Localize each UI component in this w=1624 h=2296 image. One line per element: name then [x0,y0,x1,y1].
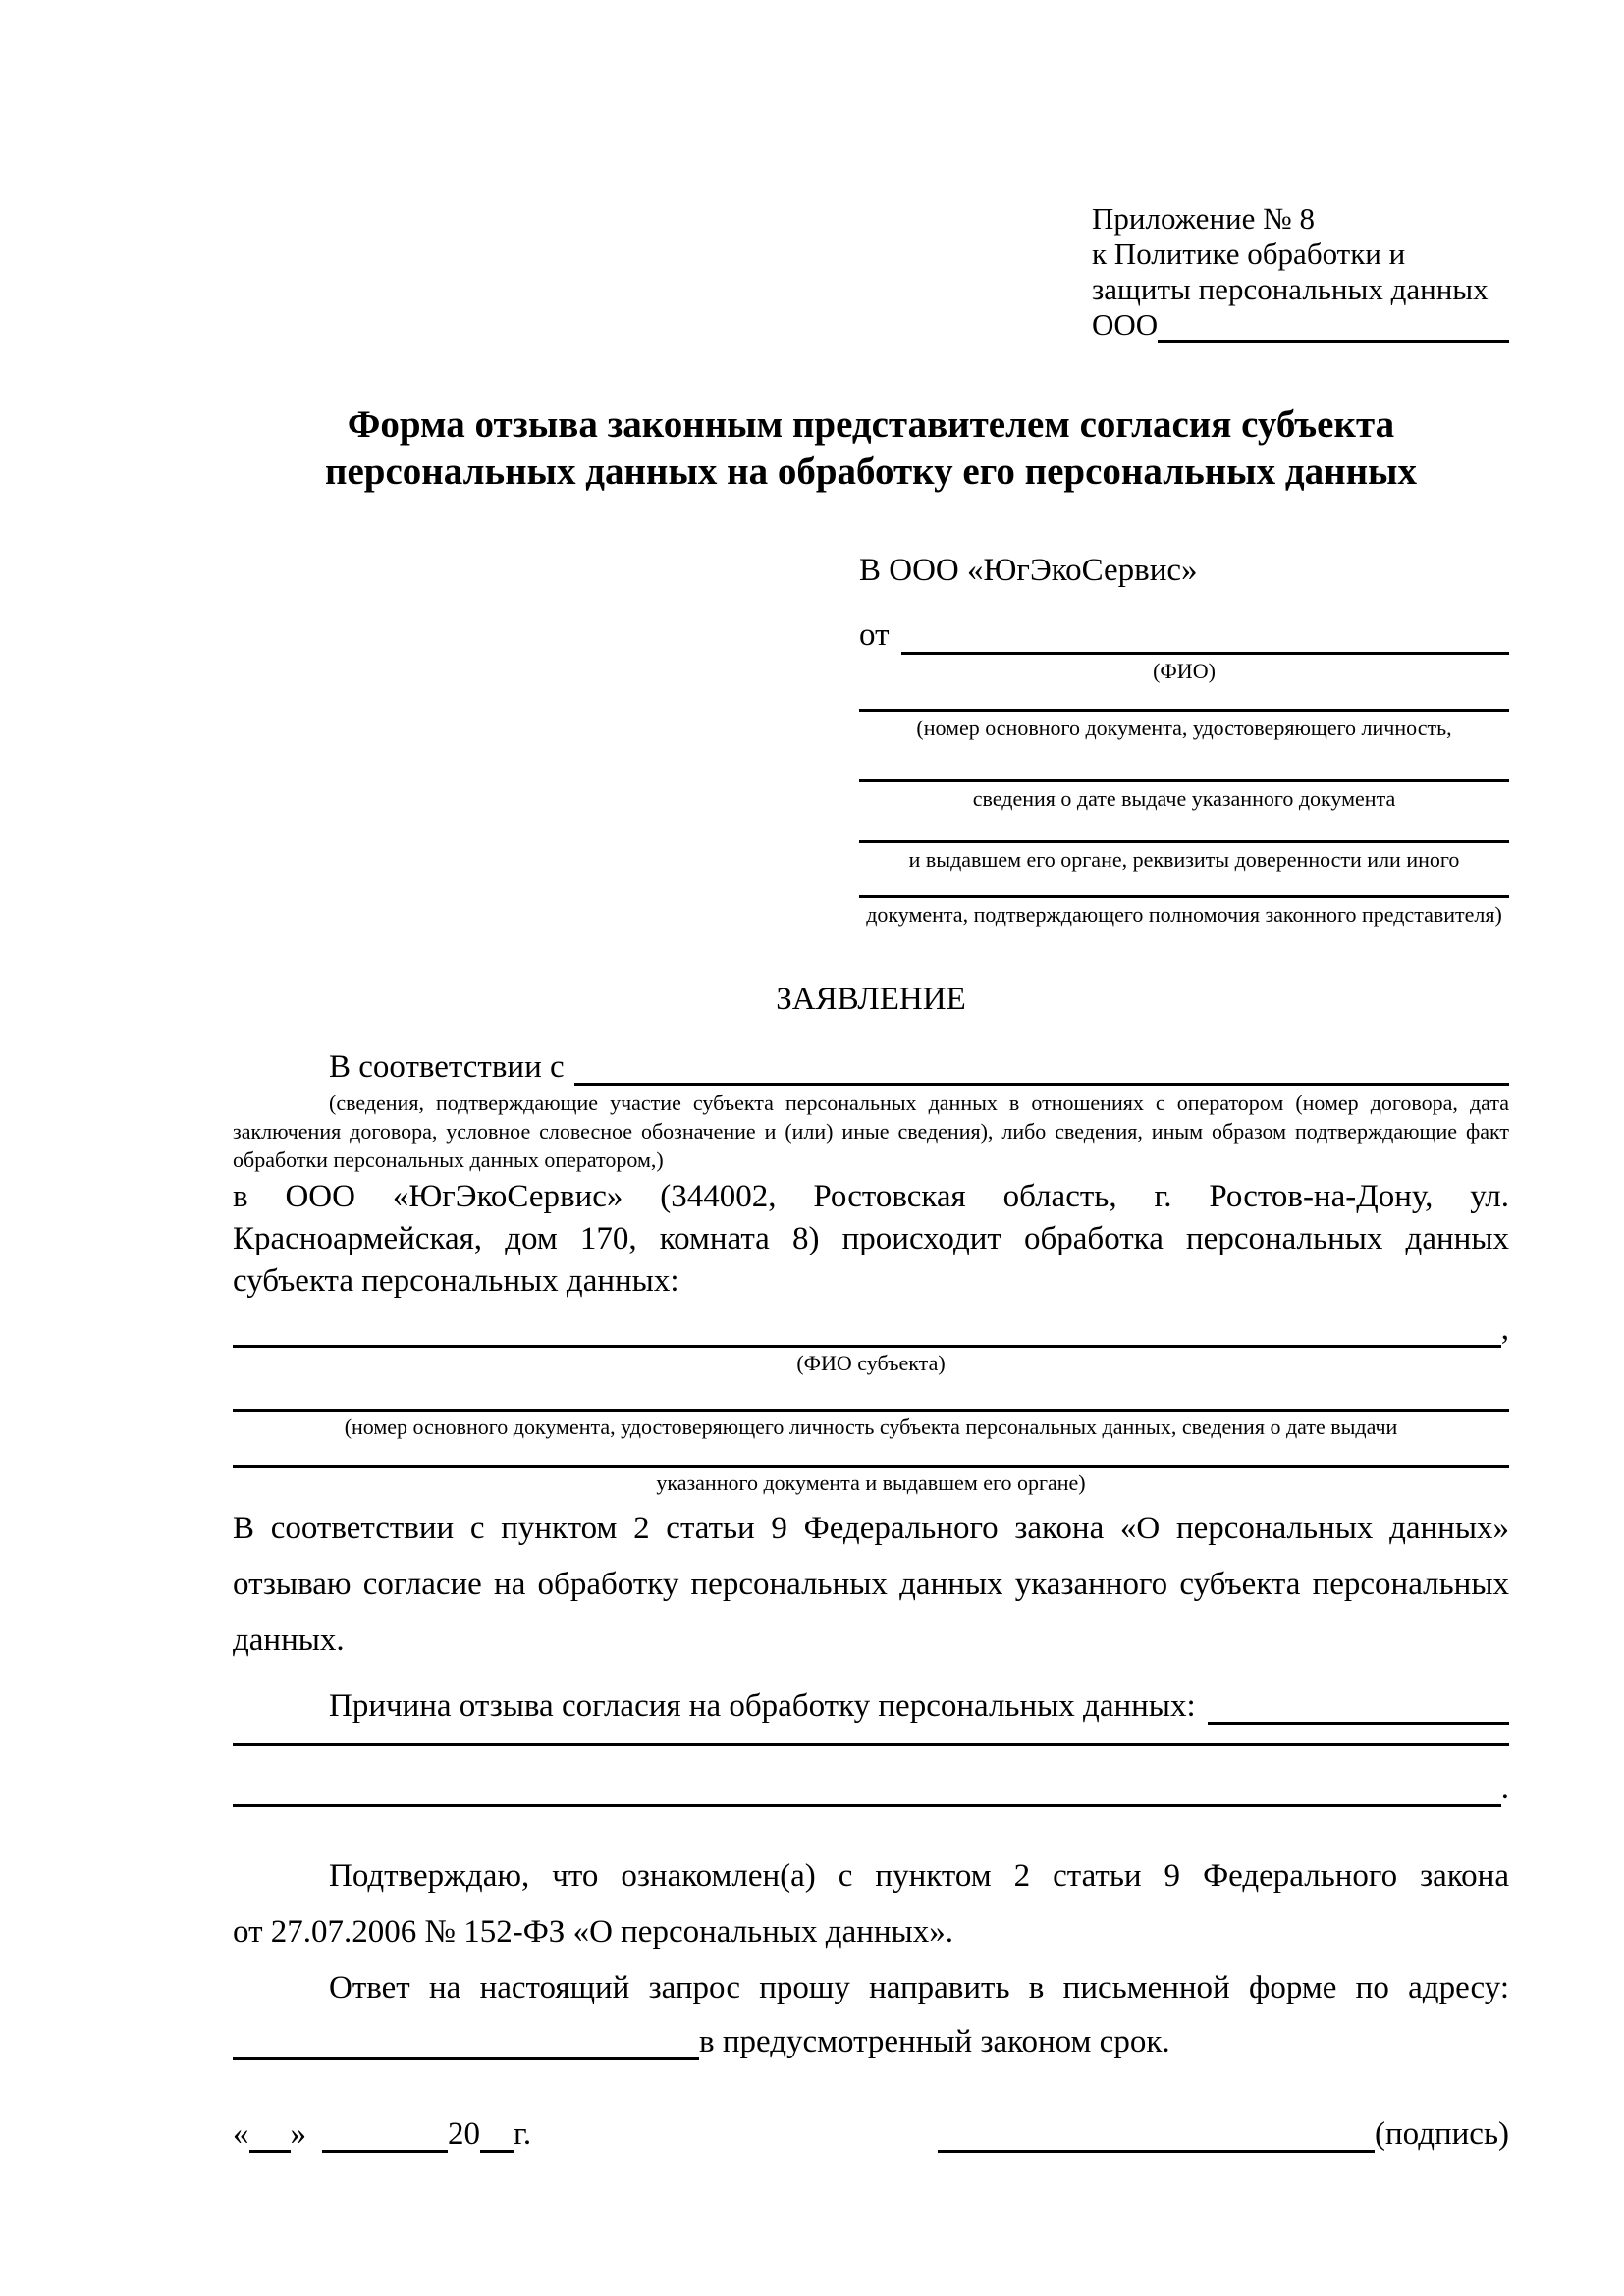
reply-paragraph-line: Ответ на настоящий запрос прошу направить в письменной форме по адресу: [329,1970,1509,2005]
year-suffix: г. [514,2116,532,2152]
company-name-blank [1158,337,1509,343]
subject-doc-line [233,1409,1509,1412]
annex-note-line: Приложение № 8 [1092,201,1315,236]
basis-caption-line: обработки персональных данных оператором,) [233,1148,664,1172]
basis-blank [574,1080,1509,1086]
signature-caption: (подпись) [1375,2116,1509,2152]
company-name-field [1092,307,1509,343]
representative-doc-line [859,895,1509,898]
reason-blank [1208,1719,1509,1725]
annex-note-line: защиты персональных данных [1092,272,1489,306]
addressee-to: В ООО «ЮгЭкоСервис» [859,553,1198,588]
quote-close: » [290,2116,306,2152]
representative-doc-caption: и выдавшем его органе, реквизиты доверенности или иного [908,847,1460,872]
subject-fio-field [233,1303,1509,1348]
subject-fio-caption: (ФИО субъекта) [796,1351,946,1375]
date-month-blank [322,2110,448,2153]
reason-blank-line [233,1743,1509,1746]
confirm-paragraph [233,1848,1509,1960]
withdrawal-paragraph-line: отзываю согласие на обработку персональных данных указанного субъекта персональных [233,1567,1509,1602]
date-field [233,2110,531,2153]
statement-heading: ЗАЯВЛЕНИЕ [776,982,966,1017]
operator-paragraph-line: в ООО «ЮгЭкоСервис» (344002, Ростовская область, г. Ростов-на-Дону, ул. [233,1179,1509,1214]
reason-period: . [1500,1771,1509,1806]
representative-doc-line [859,840,1509,843]
reason-blank [233,1801,1501,1807]
fio-caption: (ФИО) [1153,659,1216,683]
representative-doc-caption: (номер основного документа, удостоверяющего личность, [916,716,1452,740]
operator-paragraph [233,1176,1509,1303]
from-label: от [859,617,890,653]
date-year-blank [480,2110,514,2153]
signature-blank [938,2110,1375,2153]
reply-paragraph [233,1960,1509,2016]
subject-fio-blank [233,1342,1501,1348]
confirm-paragraph-line: от 27.07.2006 № 152-ФЗ «О персональных данных». [233,1914,953,1949]
company-prefix: ООО [1092,307,1159,342]
quote-open: « [233,2116,249,2152]
annex-note [1092,0,1509,343]
year-prefix: 20 [448,2116,480,2152]
subject-doc-line [233,1465,1509,1468]
subject-fio-suffix: , [1500,1311,1509,1347]
representative-doc-caption: документа, подтверждающего полномочия законного представителя) [866,902,1502,927]
reason-field [233,1669,1509,1725]
basis-field [233,1041,1509,1086]
from-blank [901,649,1510,655]
representative-doc-line [859,709,1509,712]
date-day-blank [249,2110,291,2153]
addressee-block [859,551,1509,929]
from-field [859,610,1509,655]
reply-address-blank [233,2055,699,2060]
basis-caption-line: заключения договора, условное словесное обозначение и (или) иные сведения), либо сведения, иным образом подтверждающие факт [233,1119,1509,1144]
confirm-paragraph-line: Подтверждаю, что ознакомлен(а) с пунктом 2 статьи 9 Федерального закона [329,1858,1509,1894]
footer-row [233,2111,1509,2153]
subject-doc-caption: (номер основного документа, удостоверяющего личность субъекта персональных данных, сведения о дате выдачи [344,1415,1398,1439]
reply-paragraph-suffix: в предусмотренный законом срок. [699,2024,1170,2059]
representative-doc-line [859,779,1509,782]
operator-paragraph-line: Красноармейская, дом 170, комната 8) происходит обработка персональных данных [233,1221,1509,1256]
operator-paragraph-line: субъекта персональных данных: [233,1263,679,1299]
reply-address-field [233,2016,1509,2060]
withdrawal-paragraph [233,1501,1509,1669]
withdrawal-paragraph-line: В соответствии с пунктом 2 статьи 9 Федерального закона «О персональных данных» [233,1511,1509,1546]
annex-note-line: к Политике обработки и [1092,237,1406,271]
basis-caption [233,1089,1509,1174]
subject-doc-caption: указанного документа и выдавшем его органе) [656,1470,1086,1495]
representative-doc-caption: сведения о дате выдаче указанного документа [972,786,1396,811]
reason-blank-line-end [233,1771,1509,1807]
reason-label: Причина отзыва согласия на обработку персональных данных: [329,1688,1196,1724]
document-title: Форма отзыва законным представителем согласия субъекта персональных данных на обработку его персональных данных [324,403,1418,493]
basis-caption-line: (сведения, подтверждающие участие субъекта персональных данных в отношениях с оператором (номер договора, дата [329,1091,1509,1115]
signature-field [938,2110,1509,2153]
withdrawal-paragraph-line: данных. [233,1623,345,1658]
basis-label: В соответствии с [329,1049,565,1085]
